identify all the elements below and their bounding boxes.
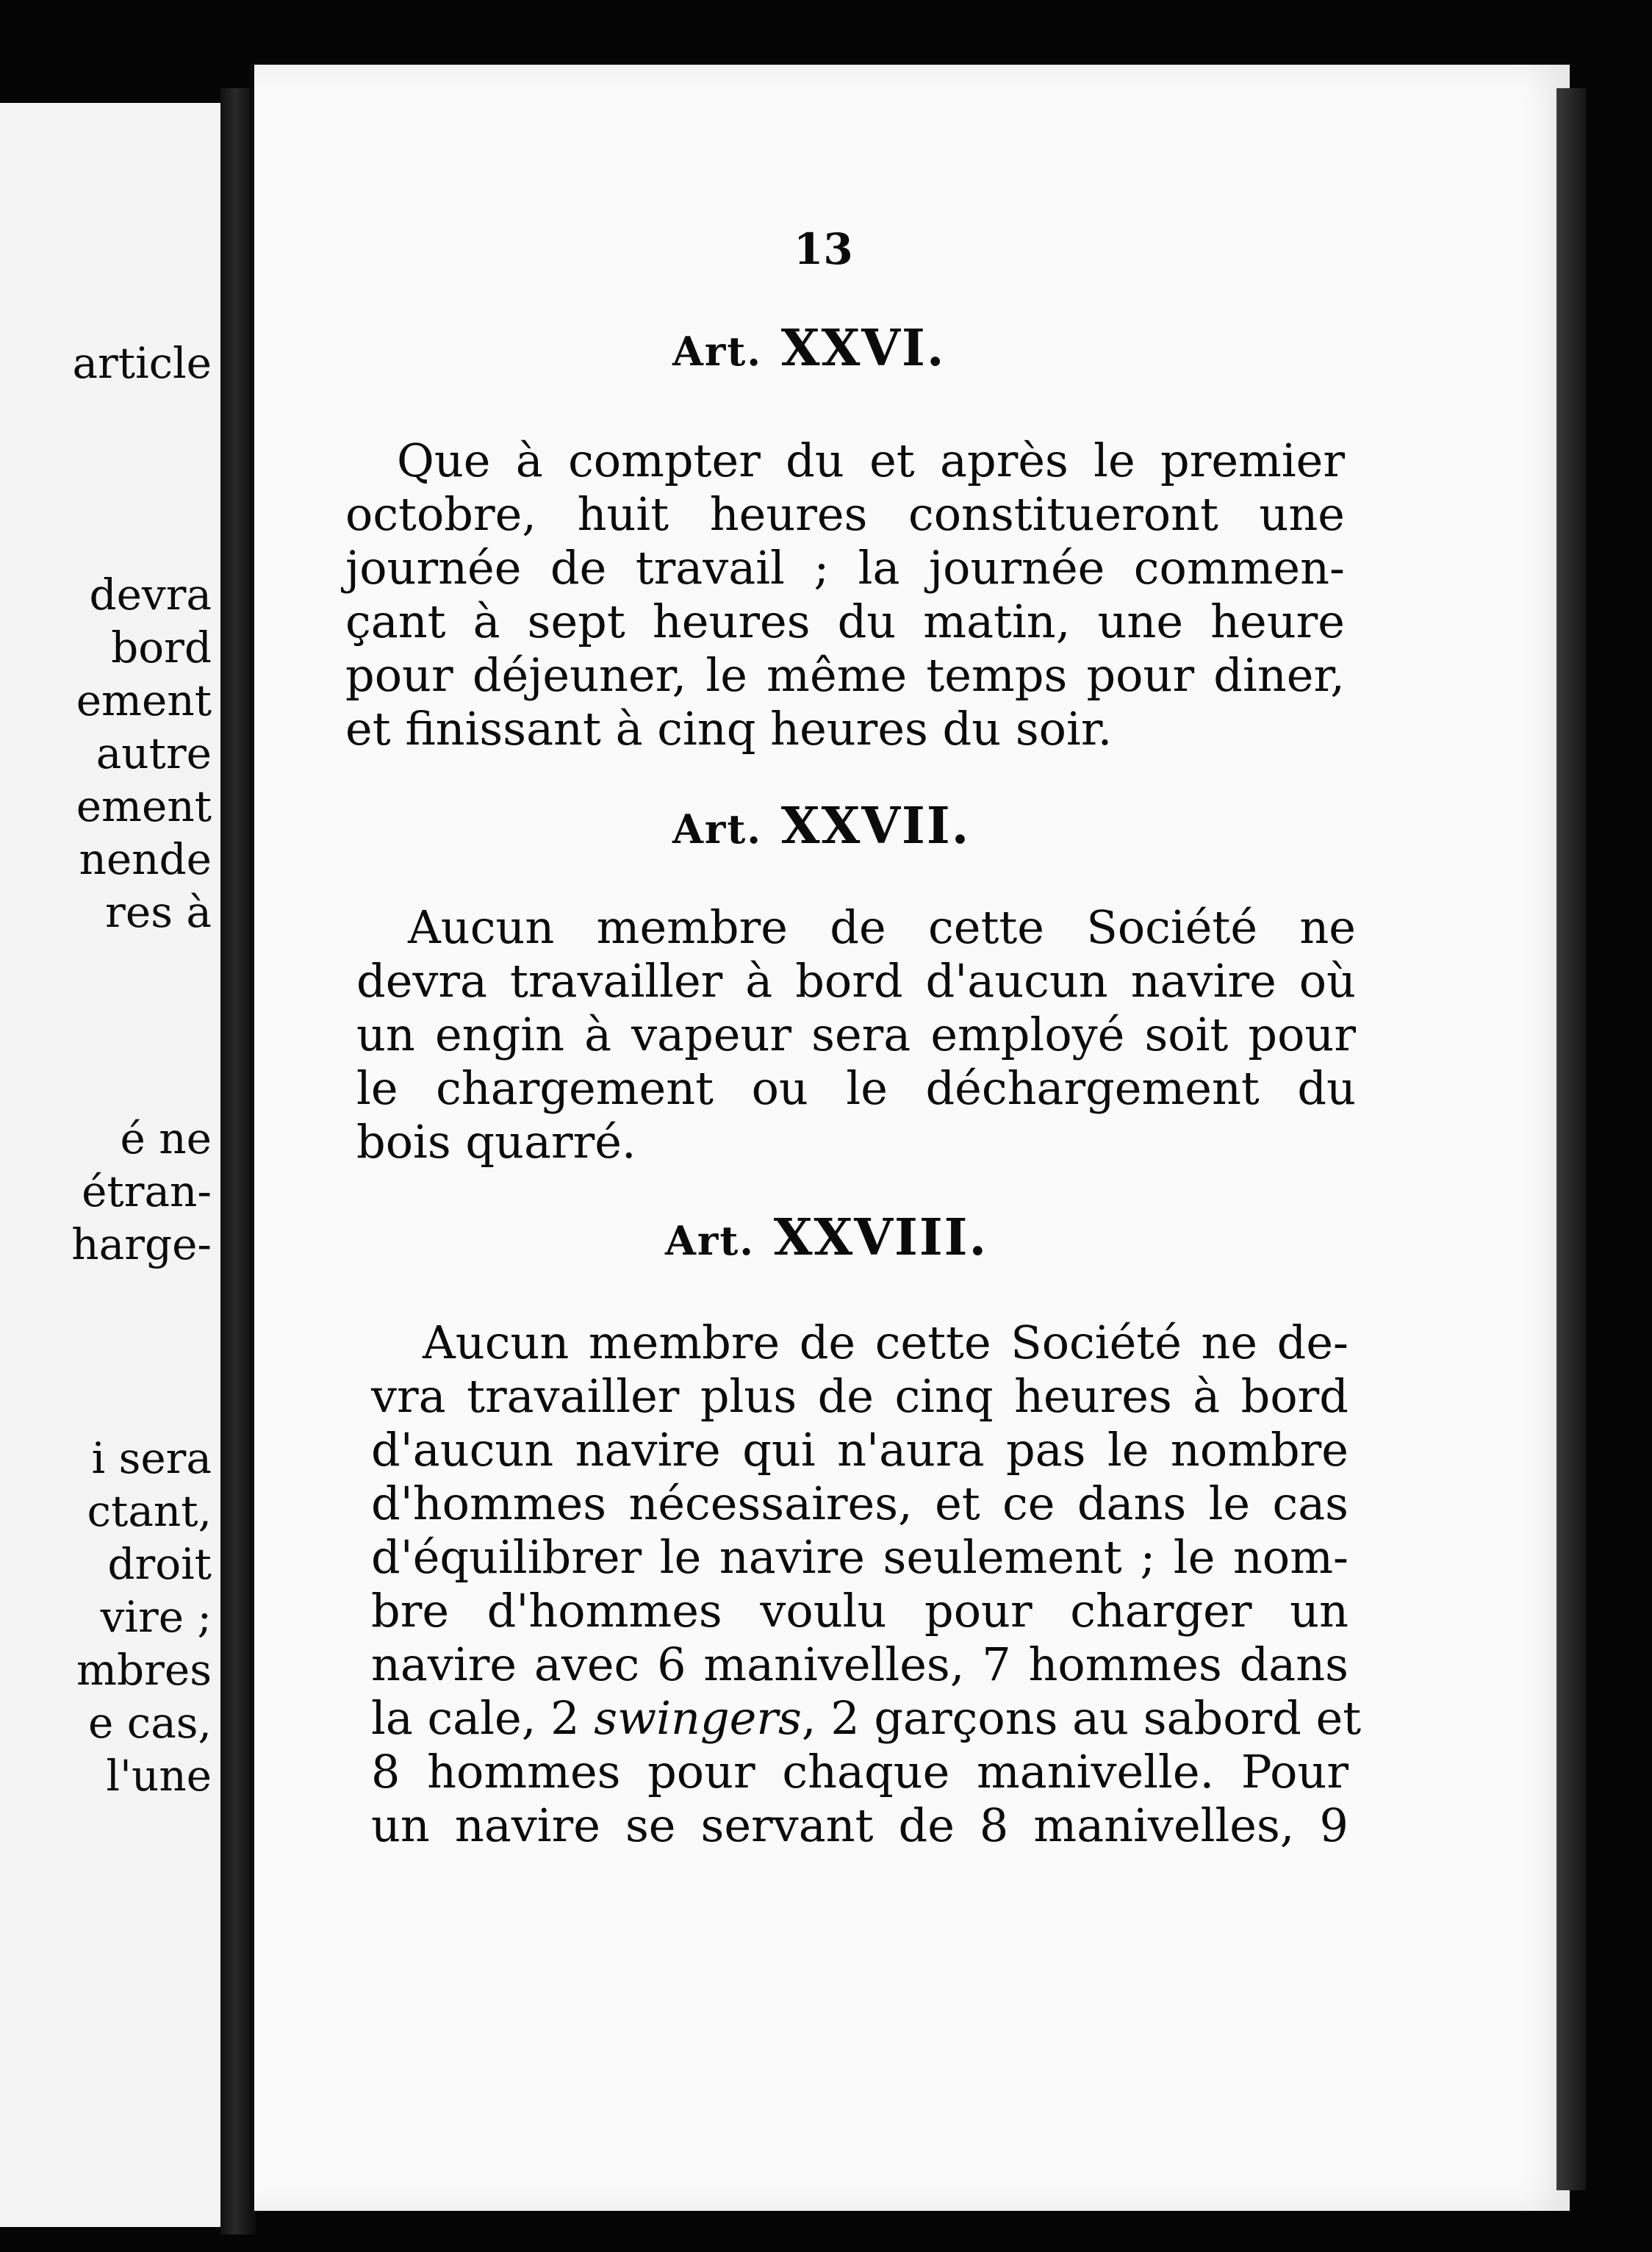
article-heading-prefix: Art. — [665, 1217, 755, 1264]
text-fragment: , 2 garçons au sabord et — [801, 1691, 1362, 1745]
article-body — [371, 1316, 1362, 1852]
page-number: 13 — [794, 224, 853, 274]
left-page-line: devra — [89, 570, 212, 620]
left-page-line: ement — [76, 781, 212, 831]
text-line: bois quarré. — [356, 1115, 636, 1169]
text-line: d'équilibrer le navire seulement ; le nom- — [371, 1530, 1348, 1584]
left-page-line: ctant, — [87, 1486, 212, 1536]
text-fragment: la cale, 2 — [371, 1691, 580, 1745]
text-line: vra travailler plus de cinq heures à bord — [371, 1369, 1348, 1423]
article-heading-prefix: Art. — [672, 806, 763, 853]
article-heading — [672, 319, 946, 378]
text-line: Aucun membre de cette Société ne — [408, 900, 1356, 954]
left-page-line: autre — [96, 728, 212, 778]
left-page-line: article — [72, 338, 212, 388]
left-page-line: l'une — [106, 1751, 212, 1801]
left-page-line: e cas, — [87, 1698, 212, 1748]
text-line: devra travailler à bord d'aucun navire où — [356, 954, 1356, 1008]
article-body — [356, 900, 1356, 1169]
italic-term: swingers — [594, 1691, 802, 1745]
text-line: bre d'hommes voulu pour charger un — [371, 1584, 1348, 1638]
article-heading-numeral: XXVIII. — [773, 1208, 988, 1267]
text-line: navire avec 6 manivelles, 7 hommes dans — [371, 1638, 1348, 1691]
left-page-line: é ne — [120, 1114, 212, 1163]
left-page-line: étran- — [82, 1166, 212, 1216]
text-line: çant à sept heures du matin, une heure — [345, 595, 1345, 648]
text-line: Que à compter du et après le premier — [397, 434, 1345, 487]
left-page-line: ement — [76, 675, 212, 725]
left-page-line: harge- — [71, 1219, 212, 1269]
text-line: le chargement ou le déchargement du — [356, 1061, 1356, 1115]
left-page-line: res à — [105, 887, 212, 937]
left-page-line: droit — [107, 1539, 212, 1589]
text-line: et finissant à cinq heures du soir. — [345, 702, 1113, 756]
article-heading — [672, 797, 971, 856]
left-page-line: i sera — [91, 1433, 212, 1483]
left-page-line: nende — [79, 834, 212, 884]
left-page-line: mbres — [76, 1645, 212, 1695]
text-line — [371, 1691, 1362, 1745]
page-edge — [1556, 88, 1586, 2190]
article-body — [345, 434, 1345, 756]
article-heading — [665, 1208, 988, 1267]
text-line: journée de travail ; la journée commen- — [345, 541, 1345, 595]
left-page-line: vire ; — [100, 1592, 212, 1642]
text-line: d'aucun navire qui n'aura pas le nombre — [371, 1423, 1348, 1477]
text-line: pour déjeuner, le même temps pour diner, — [345, 648, 1345, 702]
article-heading-numeral: XXVII. — [780, 797, 971, 856]
text-line: 8 hommes pour chaque manivelle. Pour — [371, 1745, 1348, 1799]
text-line: un navire se servant de 8 manivelles, 9 — [371, 1799, 1348, 1852]
text-line: octobre, huit heures constitueront une — [345, 487, 1345, 541]
text-line: d'hommes nécessaires, et ce dans le cas — [371, 1477, 1348, 1530]
text-line: Aucun membre de cette Société ne de- — [423, 1316, 1348, 1369]
left-facing-page — [0, 103, 220, 2227]
article-heading-prefix: Art. — [672, 328, 763, 375]
article-heading-numeral: XXVI. — [780, 319, 946, 378]
text-line: un engin à vapeur sera employé soit pour — [356, 1008, 1356, 1061]
left-page-line: bord — [111, 623, 212, 673]
